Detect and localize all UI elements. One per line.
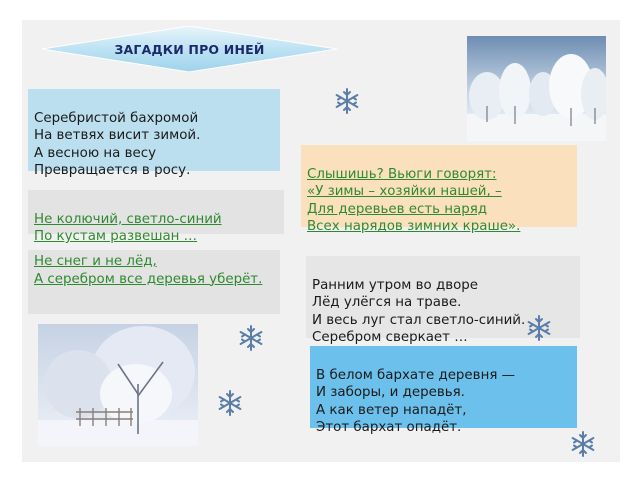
riddle-box-4 — [301, 145, 577, 235]
riddle-text-6: В белом бархате деревня — И заборы, и деревья. А как ветер нападёт, Этот бархат опадёт. — [316, 367, 516, 436]
riddle-text-1: Серебристой бахромой На ветвях висит зимой. А весною на весу Превращается в росу. — [34, 110, 201, 179]
riddle-text-5: Ранним утром во дворе Лёд улёгся на траве. И весь луг стал светло-синий. Серебром сверкает … — [312, 277, 526, 346]
frosty-tree-photo — [38, 324, 198, 446]
snowflake-icon — [238, 325, 264, 351]
snowflake-icon — [334, 88, 360, 114]
page-title: ЗАГАДКИ ПРО ИНЕЙ — [114, 41, 265, 57]
riddle-link-4[interactable]: Слышишь? Вьюги говорят: «У зимы – хозяйки нашей, – Для деревьев есть наряд Всех нарядов зимних краше». — [307, 166, 521, 235]
riddle-box-2 — [28, 190, 284, 245]
riddle-box-3 — [28, 250, 280, 314]
riddle-link-3[interactable]: Не снег и не лёд, А серебром все деревья уберёт. — [34, 254, 263, 287]
winter-forest-photo — [467, 36, 606, 141]
riddle-box-1 — [28, 89, 280, 179]
riddle-box-6 — [310, 346, 577, 436]
snowflake-icon — [217, 390, 243, 416]
title-banner — [42, 26, 337, 72]
riddle-link-2[interactable]: Не колючий, светло-синий По кустам развешан … — [34, 211, 222, 245]
snowflake-icon — [526, 315, 552, 341]
snowflake-icon — [570, 431, 596, 457]
